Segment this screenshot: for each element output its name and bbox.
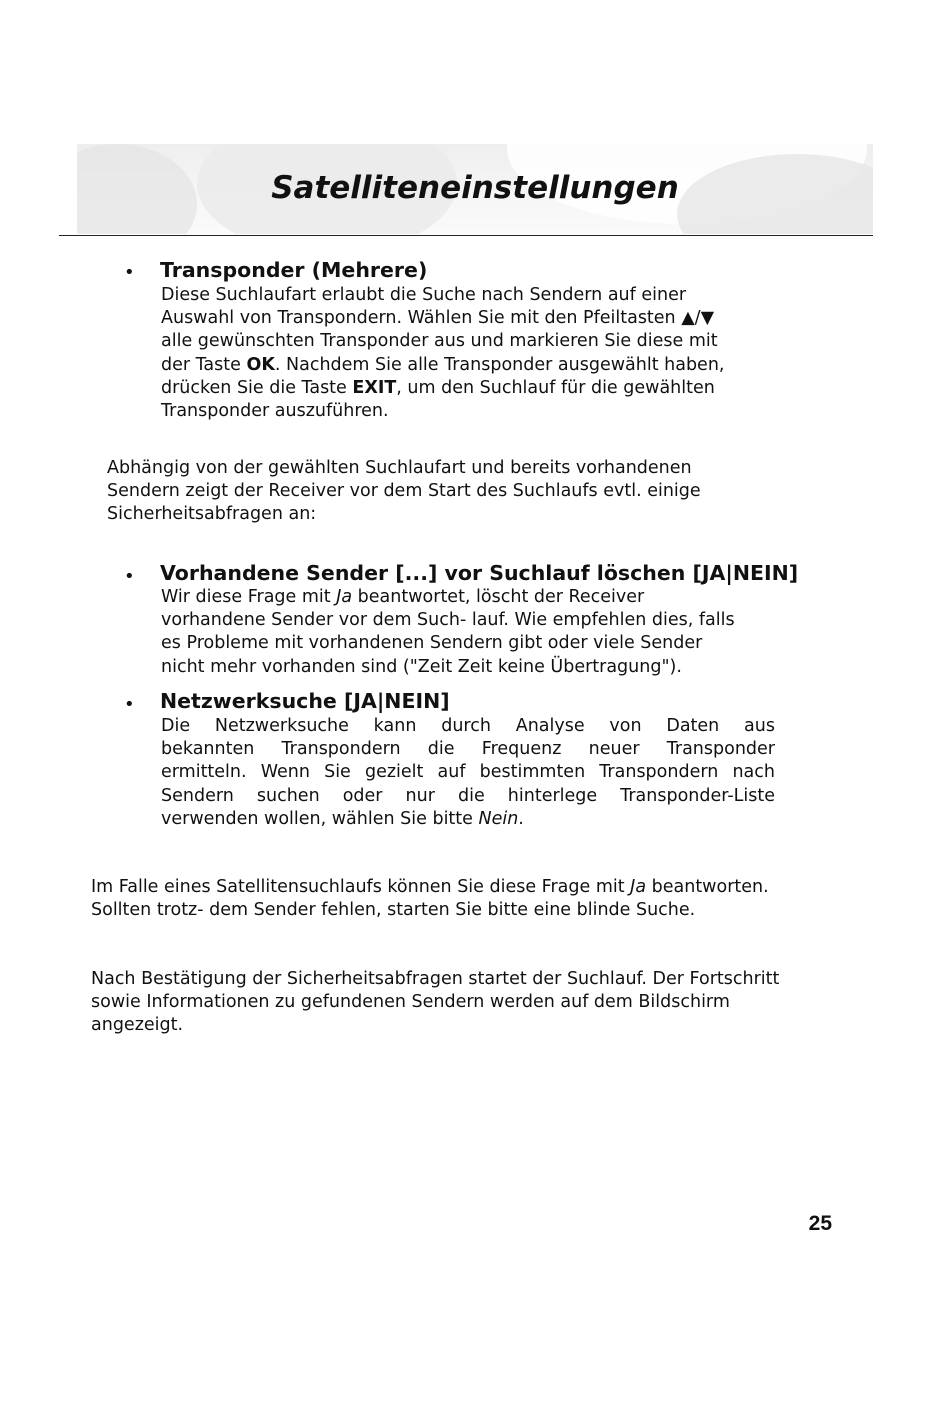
delete-existing-description — [161, 586, 801, 679]
text-line: Abhängig von der gewählten Suchlaufart und bereits vorhandenen — [107, 458, 692, 478]
text-line: bekannten Transpondern die Frequenz neuer Transponder — [161, 739, 775, 760]
text-line: Nach Bestätigung der Sicherheitsabfragen startet der Suchlauf. Der Fortschritt — [91, 969, 780, 989]
text-line: angezeigt. — [91, 1015, 184, 1036]
text-run: Wir diese Frage mit — [161, 587, 337, 607]
text-line — [161, 354, 801, 377]
text-line: Diese Suchlaufart erlaubt die Suche nach Sendern auf einer — [161, 285, 687, 305]
bullet-marker: • — [124, 694, 135, 715]
text-line: Sicherheitsabfragen an: — [107, 504, 317, 525]
text-run: beantwortet, löscht der Receiver — [352, 587, 645, 607]
text-line — [161, 586, 801, 609]
satellite-search-paragraph — [91, 876, 871, 922]
transponder-description — [161, 284, 801, 423]
text-line: Transponder auszuführen. — [161, 401, 389, 422]
transponder-heading: Transponder (Mehrere) — [160, 258, 428, 282]
nein-emphasis: Nein — [478, 808, 519, 829]
network-search-description — [161, 715, 775, 831]
scan-start-paragraph — [91, 968, 871, 1038]
exit-key-label: EXIT — [352, 377, 397, 398]
page-title: Satelliteneinstellungen — [271, 170, 679, 206]
text-line: Die Netzwerksuche kann durch Analyse von Daten aus — [161, 716, 775, 736]
text-run: der Taste — [161, 354, 247, 375]
bullet-marker: • — [124, 262, 135, 283]
text-line — [161, 377, 801, 400]
text-line: Sollten trotz- dem Sender fehlen, starten Sie bitte eine blinde Suche. — [91, 900, 696, 921]
text-run: verwenden wollen, wählen Sie bitte — [161, 808, 479, 829]
text-line: alle gewünschten Transponder aus und markieren Sie diese mit — [161, 331, 718, 352]
text-line — [161, 808, 775, 831]
text-run: beantworten. — [646, 877, 769, 897]
text-line: vorhandene Sender vor dem Such- lauf. Wie empfehlen dies, falls — [161, 610, 735, 631]
network-search-heading: Netzwerksuche [JA|NEIN] — [160, 689, 450, 713]
text-line: Sendern zeigt der Receiver vor dem Start des Suchlaufs evtl. einige — [107, 481, 701, 502]
text-line: Sendern suchen oder nur die hinterlege Transponder-Liste — [161, 785, 775, 806]
bullet-marker: • — [124, 566, 135, 587]
ja-emphasis: Ja — [336, 587, 353, 607]
text-line: ermitteln. Wenn Sie gezielt auf bestimmten Transpondern nach — [161, 762, 775, 783]
text-run: Im Falle eines Satellitensuchlaufs können Sie diese Frage mit — [91, 877, 631, 897]
text-run: . — [518, 808, 524, 829]
text-line: Auswahl von Transpondern. Wählen Sie mit den Pfeiltasten ▲/▼ — [161, 308, 715, 329]
delete-existing-heading: Vorhandene Sender [...] vor Suchlauf löschen [JA|NEIN] — [160, 561, 799, 585]
header-divider — [59, 235, 873, 236]
text-line: nicht mehr vorhanden sind ("Zeit Zeit keine Übertragung"). — [161, 656, 682, 677]
ok-key-label: OK — [246, 354, 275, 375]
text-run: . Nachdem Sie alle Transponder ausgewählt haben, — [274, 354, 725, 375]
text-line — [91, 876, 871, 899]
ja-emphasis: Ja — [630, 877, 647, 897]
text-line: sowie Informationen zu gefundenen Sendern werden auf dem Bildschirm — [91, 992, 730, 1013]
page-number: 25 — [808, 1212, 832, 1235]
text-line: es Probleme mit vorhandenen Sendern gibt oder viele Sender — [161, 633, 703, 654]
intro-paragraph — [107, 457, 827, 527]
text-run: , um den Suchlauf für die gewählten — [396, 377, 715, 398]
text-run: drücken Sie die Taste — [161, 377, 353, 398]
